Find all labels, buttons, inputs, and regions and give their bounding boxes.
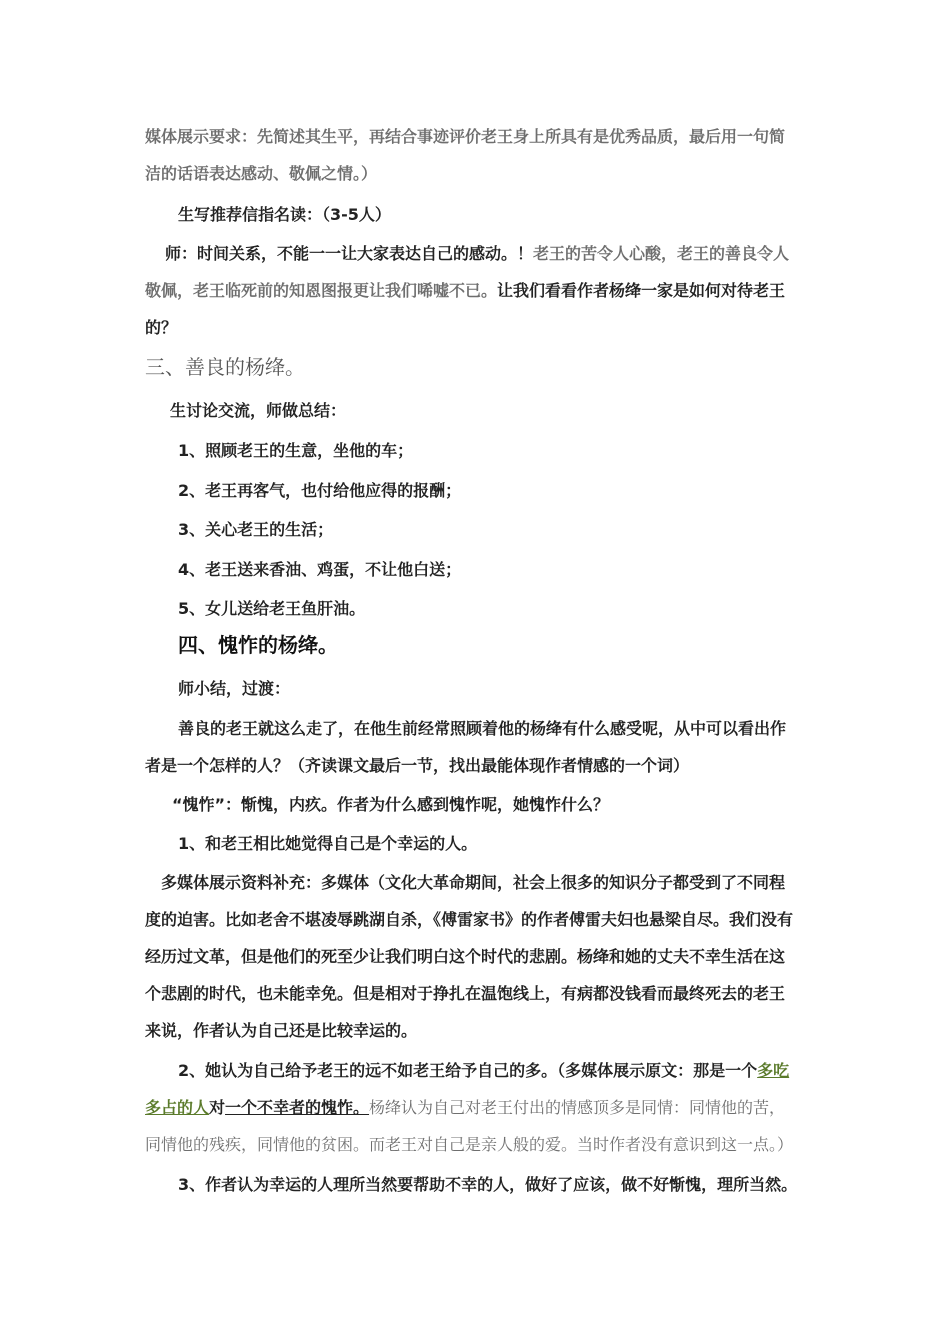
text-line: 度的迫害。比如老舍不堪凌辱跳湖自杀，《傅雷家书》的作者傅雷夫妇也悬梁自尽。我们没有 xyxy=(145,910,794,929)
underlined-text: 一个不幸者的愧怍。 xyxy=(225,1098,370,1117)
text-segment: 老王的苦令人心酸，老王的善良令人 xyxy=(533,244,790,263)
paragraph-teacher-remark xyxy=(165,235,830,272)
text-line: 洁的话语表达感动、敬佩之情。） xyxy=(145,164,378,183)
paragraph-point-1: 1、和老王相比她觉得自己是个幸运的人。 xyxy=(178,834,478,853)
text-line xyxy=(145,1052,810,1089)
paragraph-transition xyxy=(145,710,810,784)
text-line: 多媒体展示资料补充：多媒体（文化大革命期间，社会上很多的知识分子都受到了不同程 xyxy=(161,873,786,892)
list-kindness xyxy=(178,431,843,629)
text-line: 个悲剧的时代，也未能幸免。但是相对于挣扎在温饱线上，有病都没钱看而最终死去的老王 xyxy=(145,984,786,1003)
list-item: 1、照顾老王的生意，坐他的车； xyxy=(178,441,414,460)
list-item: 2、老王再客气，也付给他应得的报酬； xyxy=(178,480,462,500)
underlined-text: 多占的人 xyxy=(145,1098,210,1117)
paragraph-recommendation: 生写推荐信指名读：（3-5人） xyxy=(178,205,391,224)
text-line: 经历过文革，但是他们的死至少让我们明白这个时代的悲剧。杨绛和她的丈夫不幸生活在这 xyxy=(145,947,786,966)
paragraph-media-requirements xyxy=(145,118,810,192)
paragraph-media-supplement xyxy=(145,864,810,1049)
section-heading-3: 三、善良的杨绛。 xyxy=(145,355,305,379)
text-segment: 2、她认为自己给予老王的远不如老王给予自己的多。（多媒体展示原文：那是一个 xyxy=(178,1061,758,1080)
text-segment: 师：时间关系，不能一一让大家表达自己的感动。！ xyxy=(165,244,534,263)
text-line: 媒体展示要求：先简述其生平，再结合事迹评价老王身上所具有是优秀品质，最后用一句简 xyxy=(145,127,786,146)
text-line: 者是一个怎样的人？（齐读课文最后一节，找出最能体现作者情感的一个词） xyxy=(145,756,690,775)
text-line: 来说，作者认为自己还是比较幸运的。 xyxy=(145,1021,418,1040)
paragraph-teacher-remark-cont xyxy=(145,272,810,346)
text-line: 的？ xyxy=(145,318,178,337)
text-segment: 敬佩，老王临死前的知恩图报更让我们唏嘘不已。 xyxy=(145,281,498,300)
text-line xyxy=(165,235,830,272)
text-line: 同情他的残疾，同情他的贫困。而老王对自己是亲人般的爱。当时作者没有意识到这一点。） xyxy=(145,1135,794,1154)
list-item: 4、老王送来香油、鸡蛋，不让他白送； xyxy=(178,559,462,579)
paragraph-discussion: 生讨论交流，师做总结： xyxy=(170,401,347,420)
text-line xyxy=(145,272,810,309)
section-heading-4: 四、愧怍的杨绛。 xyxy=(178,633,338,657)
paragraph-summary: 师小结，过渡： xyxy=(178,679,291,698)
list-item: 5、女儿送给老王鱼肝油。 xyxy=(178,599,366,618)
text-line: 善良的老王就这么走了，在他生前经常照顾着他的杨绛有什么感受呢，从中可以看出作 xyxy=(178,719,787,738)
paragraph-kuizuo: “愧怍”：惭愧，内疚。作者为什么感到愧怍呢，她愧怍什么？ xyxy=(172,795,610,814)
list-item: 3、关心老王的生活； xyxy=(178,520,334,539)
text-segment: 对 xyxy=(209,1098,226,1117)
text-line xyxy=(145,1089,810,1126)
underlined-text: 多吃 xyxy=(757,1061,790,1080)
paragraph-point-3: 3、作者认为幸运的人理所当然要帮助不幸的人，做好了应该，做不好惭愧，理所当然。 xyxy=(178,1175,798,1194)
text-segment: 让我们看看作者杨绛一家是如何对待老王 xyxy=(497,281,786,300)
text-segment: 杨绛认为自己对老王付出的情感顶多是同情：同情他的苦， xyxy=(369,1098,786,1117)
paragraph-point-2 xyxy=(145,1052,810,1163)
